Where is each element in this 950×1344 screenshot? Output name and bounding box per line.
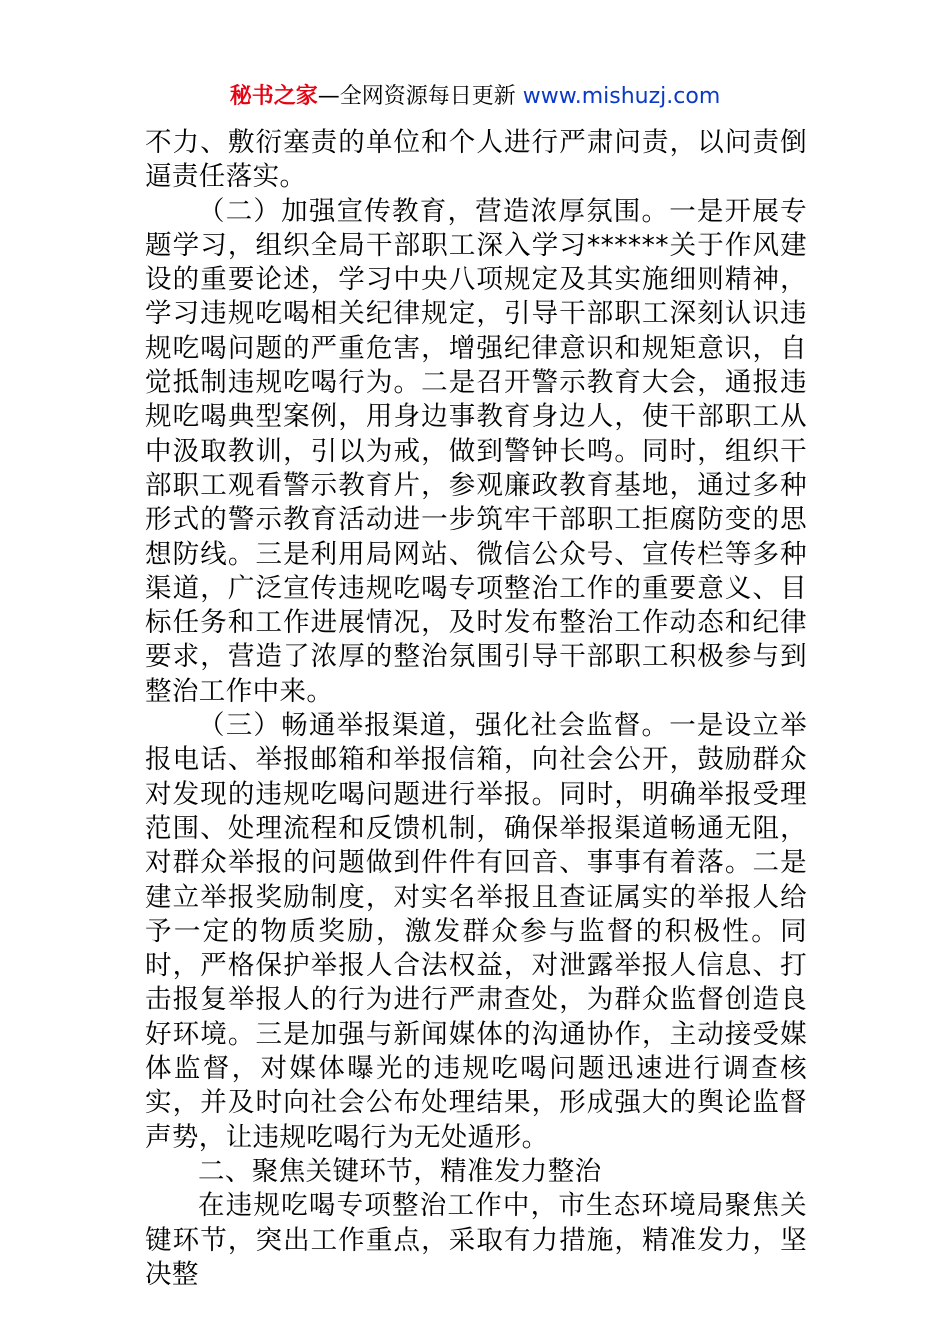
document-body (145, 126, 807, 1292)
site-tagline: —全网资源每日更新 (317, 84, 516, 109)
paragraph-continuation: 不力、敷衍塞责的单位和个人进行严肃问责，以问责倒逼责任落实。 (145, 127, 807, 193)
paragraph-reporting-channels: （三）畅通举报渠道，强化社会监督。一是设立举报电话、举报邮箱和举报信箱，向社会公开，鼓励群众对发现的违规吃喝问题进行举报。同时，明确举报受理范围、处理流程和反馈机制，确保举报渠道畅通无阻，对群众举报的问题做到件件有回音、事事有着落。二是建立举报奖励制度，对实名举报且查证属实的举报人给予一定的物质奖励，激发群众参与监督的积极性。同时，严格保护举报人合法权益，对泄露举报人信息、打击报复举报人的行为进行严肃查处，为群众监督创造良好环境。三是加强与新闻媒体的沟通协作，主动接受媒体监督，对媒体曝光的违规吃喝问题迅速进行调查核实，并及时向社会公布处理结果，形成强大的舆论监督声势，让违规吃喝行为无处遁形。 (145, 710, 807, 1153)
paragraph-publicity-education: （二）加强宣传教育，营造浓厚氛围。一是开展专题学习，组织全局干部职工深入学习******关于作风建设的重要论述，学习中央八项规定及其实施细则精神，学习违规吃喝相关纪律规定，引导干部职工深刻认识违规吃喝问题的严重危害，增强纪律意识和规矩意识，自觉抵制违规吃喝行为。二是召开警示教育大会，通报违规吃喝典型案例，用身边事教育身边人，使干部职工从中汲取教训，引以为戒，做到警钟长鸣。同时，组织干部职工观看警示教育片，参观廉政教育基地，通过多种形式的警示教育活动进一步筑牢干部职工拒腐防变的思想防线。三是利用局网站、微信公众号、宣传栏等多种渠道，广泛宣传违规吃喝专项整治工作的重要意义、目标任务和工作进展情况，及时发布整治工作动态和纪律要求，营造了浓厚的整治氛围引导干部职工积极参与到整治工作中来。 (145, 195, 807, 707)
site-url[interactable]: www.mishuzj.com (522, 84, 721, 109)
site-header (0, 82, 950, 112)
site-brand: 秘书之家 (229, 84, 318, 109)
paragraph-key-links: 在违规吃喝专项整治工作中，市生态环境局聚焦关键环节，突出工作重点，采取有力措施，精准发力，坚决整 (145, 1190, 807, 1290)
section-heading: 二、聚焦关键环节，精准发力整治 (198, 1155, 602, 1187)
